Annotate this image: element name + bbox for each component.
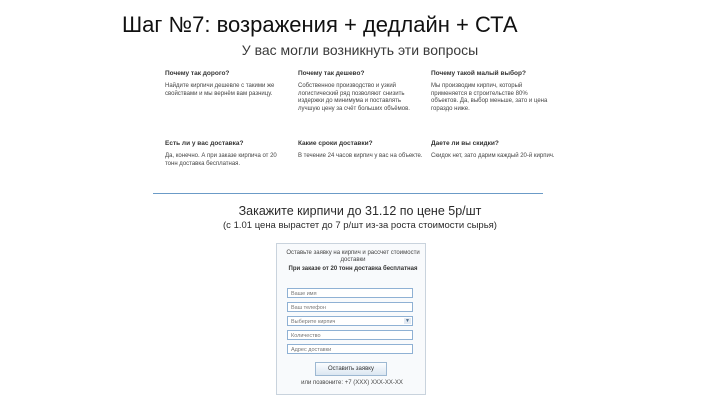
product-select-value: Выберите кирпич (291, 319, 336, 325)
product-select[interactable] (287, 316, 413, 326)
landing-page-screenshot (145, 38, 575, 402)
chevron-down-icon[interactable]: ▼ (405, 318, 410, 324)
faq-item (431, 70, 556, 113)
offer-title: Закажите кирпичи до 31.12 по цене 5р/шт (238, 204, 482, 218)
submit-button[interactable]: Оставить заявку (315, 362, 387, 376)
quantity-field[interactable]: Количество (287, 330, 413, 340)
section-divider (153, 193, 543, 194)
faq-question: Даете ли вы скидки? (431, 140, 499, 147)
faq-answer: Скидок нет, зато дарим каждый 20-й кирпич. (431, 153, 555, 159)
faq-item (431, 140, 556, 161)
faq-heading: У вас могли возникнуть эти вопросы (241, 42, 479, 58)
name-field[interactable]: Ваше имя (287, 288, 413, 298)
phone-field[interactable]: Ваш телефон (287, 302, 413, 312)
faq-answer: В течение 24 часов кирпич у вас на объекте. (298, 153, 423, 159)
faq-answer: Мы производим кирпич, который применяется в строительстве 80% объектов. Да, выбор меньше, зато и цена гораздо ниже. (431, 83, 548, 112)
faq-answer: Да, конечно. А при заказе кирпича от 20 тонн доставка бесплатная. (165, 153, 277, 167)
faq-answer: Собственное производство и узкий логистический ряд позволяют снизить издержки до минимума и поставлять лучшую цену за счёт больших объёмов. (298, 83, 410, 112)
order-form (276, 243, 426, 395)
faq-question: Есть ли у вас доставка? (165, 140, 244, 147)
faq-item (298, 70, 423, 113)
faq-answer: Найдите кирпичи дешевле с такими же свойствами и мы вернём вам разницу. (165, 83, 275, 97)
slide-title: Шаг №7: возражения + дедлайн + СТА (122, 12, 518, 37)
faq-question: Почему такой малый выбор? (431, 70, 526, 77)
faq-item (165, 140, 290, 168)
offer-subtitle: (с 1.01 цена вырастет до 7 р/шт из-за роста стоимости сырья) (223, 220, 497, 231)
form-heading: Оставьте заявку на кирпич и рассчет стоимости доставки (286, 250, 420, 263)
faq-question: Почему так дорого? (165, 70, 230, 77)
faq-question: Почему так дешево? (298, 70, 365, 77)
faq-grid (165, 70, 565, 218)
contact-phone: или позвоните: +7 (XXX) XXX-XX-XX (301, 380, 403, 386)
address-field[interactable]: Адрес доставки (287, 344, 413, 354)
form-subheading: При заказе от 20 тонн доставка бесплатная (288, 266, 418, 272)
faq-item (298, 140, 423, 161)
faq-item (165, 70, 290, 98)
faq-question: Какие сроки доставки? (298, 140, 373, 147)
